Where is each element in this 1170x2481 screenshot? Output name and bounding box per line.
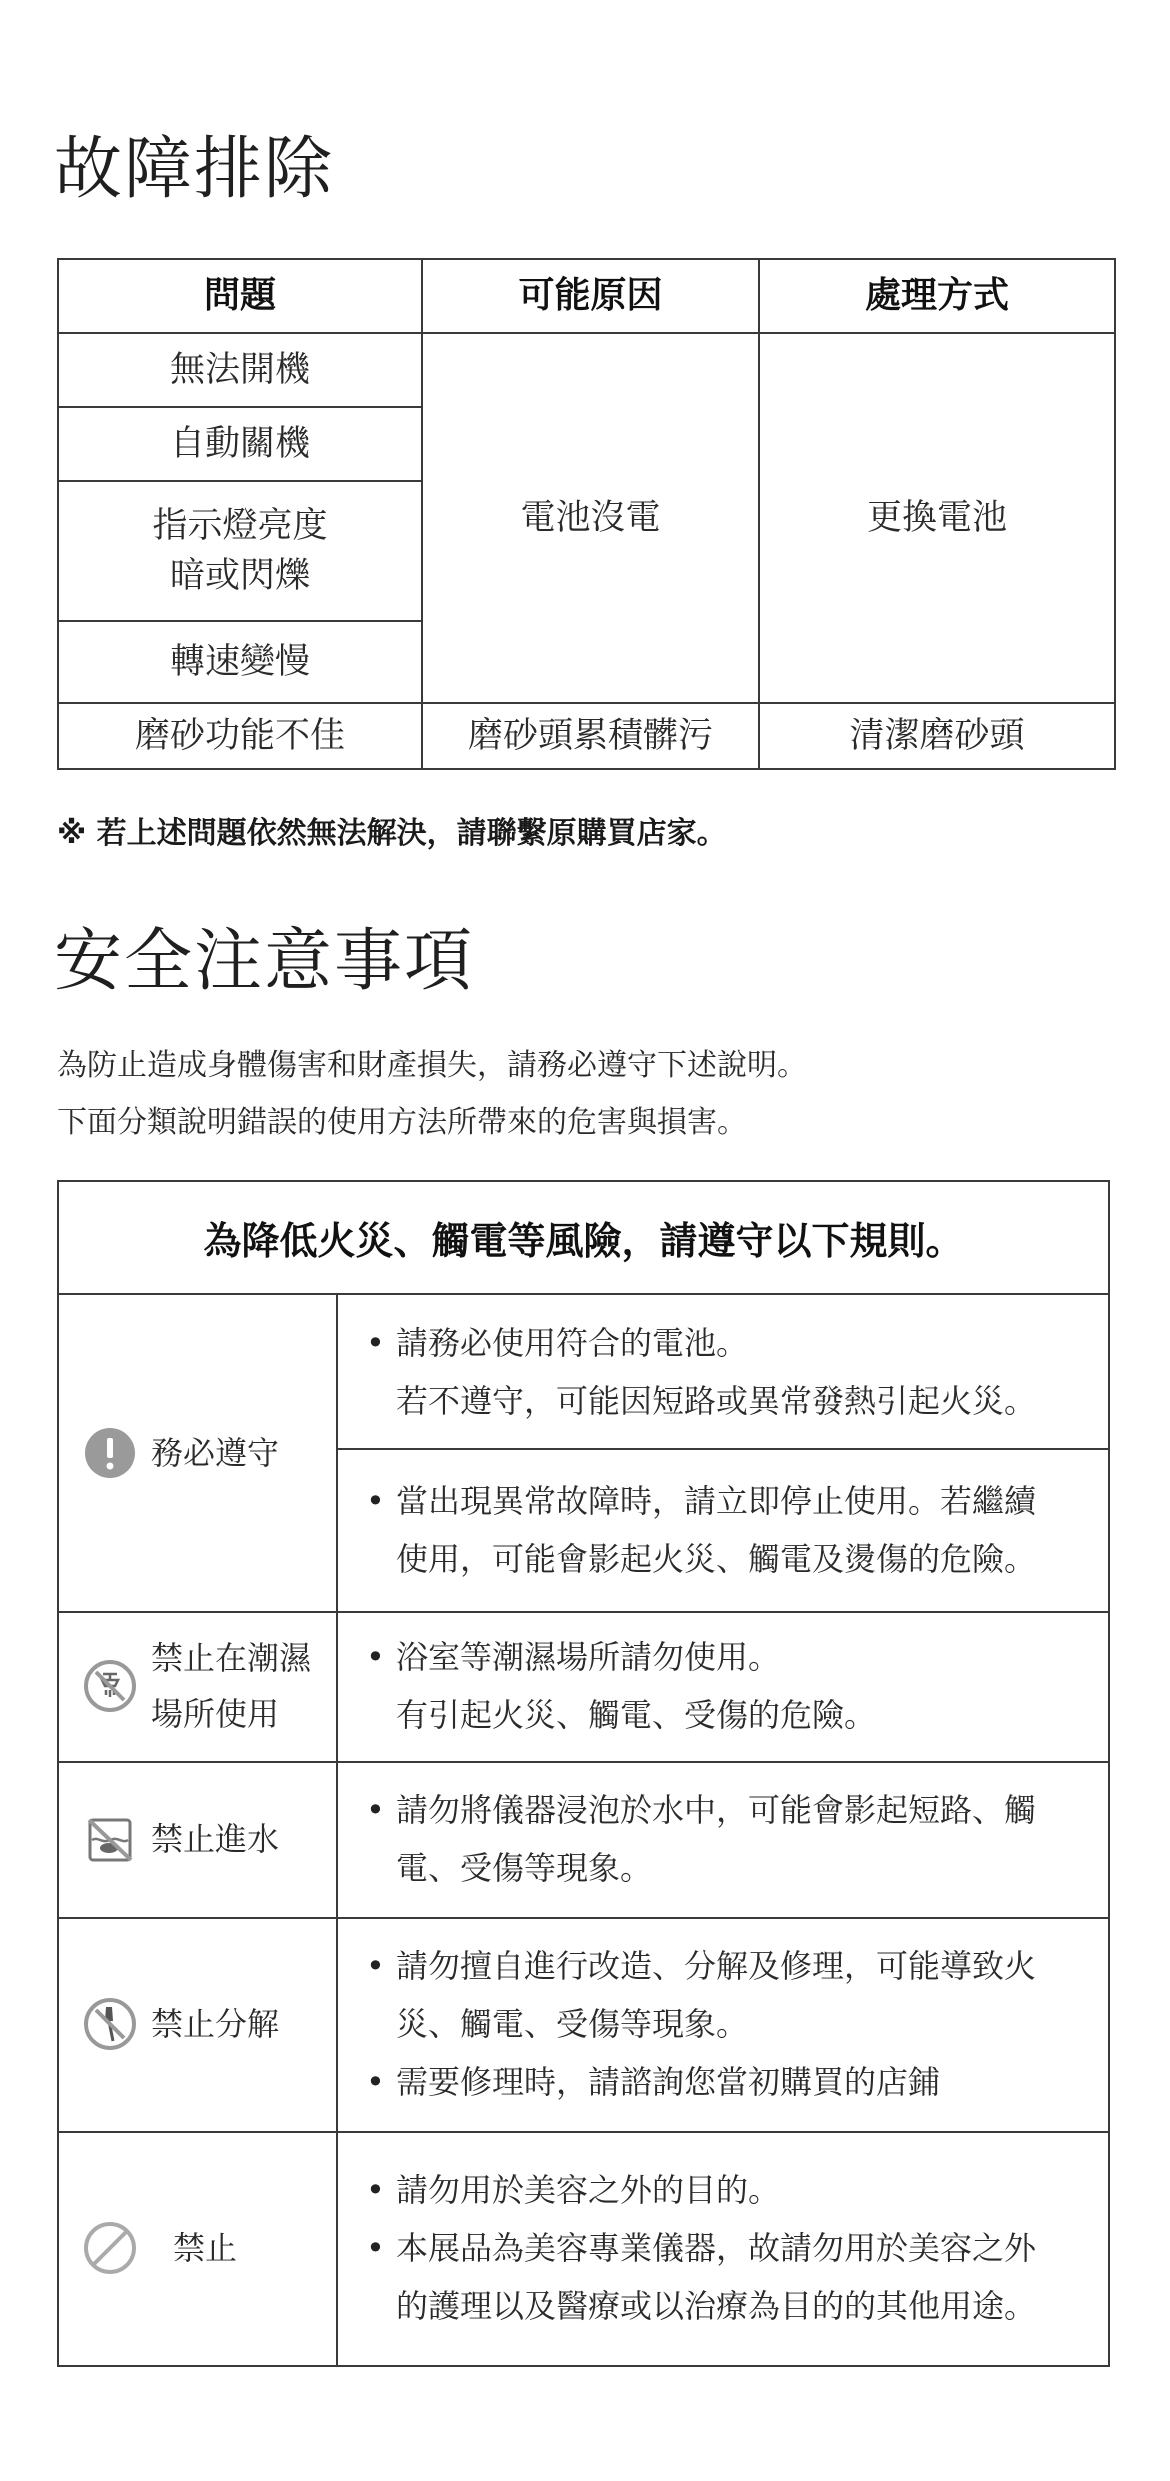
problem-cell: 無法開機 bbox=[58, 333, 422, 407]
category-humid bbox=[59, 1611, 336, 1761]
rule-cell bbox=[336, 1917, 1108, 2131]
intro-text: 下面分類說明錯誤的使用方法所帶來的危害與損害。 bbox=[57, 1105, 747, 1140]
prohibited-icon bbox=[83, 2221, 137, 2275]
rule-line: 的護理以及醫療或以治療為目的的其他用途。 bbox=[396, 2287, 1037, 2325]
problem-line: 指示燈亮度 bbox=[152, 506, 328, 546]
rules-header: 為降低火災、觸電等風險，請遵守以下規則。 bbox=[59, 1182, 1108, 1295]
header-cause: 可能原因 bbox=[422, 259, 759, 333]
solution-cell: 更換電池 bbox=[759, 333, 1115, 703]
rule-line: 有引起火災、觸電、受傷的危險。 bbox=[396, 1696, 877, 1734]
section-title: 安全注意事項 bbox=[54, 922, 475, 1001]
rule-line: 電、受傷等現象。 bbox=[396, 1849, 653, 1887]
rule-line: • 需要修理時，請諮詢您當初購買的店鋪 bbox=[366, 2053, 1078, 2111]
rule-line: • 請勿將儀器浸泡於水中，可能會影起短路、觸 bbox=[366, 1781, 1078, 1839]
no-shower-icon bbox=[83, 1659, 137, 1713]
header-problem: 問題 bbox=[58, 259, 422, 333]
category-disassemble bbox=[59, 1917, 336, 2131]
intro-text: 為防止造成身體傷害和財產損失，請務必遵守下述說明。 bbox=[57, 1048, 807, 1083]
category-label: 禁止 bbox=[173, 2229, 238, 2267]
no-screwdriver-icon bbox=[83, 1997, 137, 2051]
category-label: 禁止在潮濕 場所使用 bbox=[151, 1639, 312, 1733]
rule-cell bbox=[336, 1295, 1108, 1448]
rule-line: 使用，可能會影起火災、觸電及燙傷的危險。 bbox=[396, 1539, 1037, 1578]
rule-line: 若不遵守，可能因短路或異常發熱引起火災。 bbox=[396, 1381, 1037, 1420]
category-label: 務必遵守 bbox=[151, 1434, 280, 1472]
category-water bbox=[59, 1761, 336, 1917]
problem-line: 暗或閃爍 bbox=[169, 556, 310, 596]
rule-line: • 本展品為美容專業儀器，故請勿用於美容之外 bbox=[366, 2219, 1078, 2277]
no-water-icon bbox=[83, 1812, 137, 1866]
category-prohibit bbox=[59, 2131, 336, 2365]
rule-line: 災、觸電、受傷等現象。 bbox=[396, 2005, 749, 2043]
cause-cell: 磨砂頭累積髒污 bbox=[422, 703, 759, 769]
header-solution: 處理方式 bbox=[759, 259, 1115, 333]
category-label: 禁止進水 bbox=[151, 1820, 280, 1858]
problem-cell: 磨砂功能不佳 bbox=[58, 703, 422, 769]
category-label: 禁止分解 bbox=[151, 2005, 280, 2043]
rule-cell bbox=[336, 1761, 1108, 1917]
cause-cell: 電池沒電 bbox=[422, 333, 759, 703]
rule-line: • 請勿擅自進行改造、分解及修理，可能導致火 bbox=[366, 1937, 1078, 1995]
support-note: ※ 若上述問題依然無法解決，請聯繫原購買店家。 bbox=[57, 816, 727, 851]
category-must bbox=[59, 1295, 336, 1611]
safety-rules-table bbox=[57, 1180, 1110, 2367]
rule-line: • 請勿用於美容之外的目的。 bbox=[366, 2161, 1078, 2219]
troubleshooting-table bbox=[57, 258, 1116, 770]
page-title: 故障排除 bbox=[54, 130, 335, 209]
rule-line: • 當出現異常故障時，請立即停止使用。若繼續 bbox=[366, 1472, 1078, 1530]
rule-cell bbox=[336, 2131, 1108, 2365]
rule-line: • 請務必使用符合的電池。 bbox=[366, 1314, 1078, 1372]
problem-cell: 轉速變慢 bbox=[58, 621, 422, 703]
problem-cell: 自動關機 bbox=[58, 407, 422, 481]
rule-cell bbox=[336, 1611, 1108, 1761]
rule-cell bbox=[336, 1448, 1108, 1611]
problem-cell bbox=[58, 481, 422, 621]
rule-line: • 浴室等潮濕場所請勿使用。 bbox=[366, 1628, 1078, 1686]
exclamation-icon bbox=[83, 1426, 137, 1480]
solution-cell: 清潔磨砂頭 bbox=[759, 703, 1115, 769]
